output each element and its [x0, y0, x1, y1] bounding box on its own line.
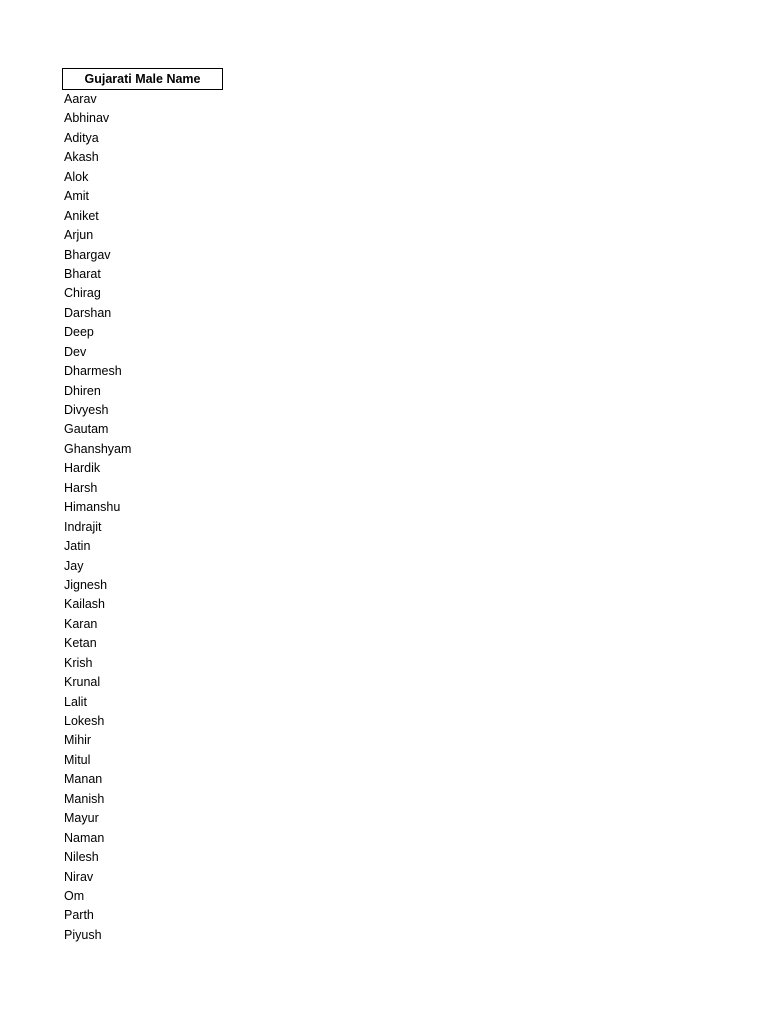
name-row: Krish: [64, 655, 93, 670]
name-row: Jignesh: [64, 577, 108, 592]
name-row: Parth: [64, 908, 94, 923]
name-row: Harsh: [64, 480, 98, 495]
name-row: Manan: [64, 772, 103, 787]
name-row: Nilesh: [64, 850, 99, 865]
name-row: Akash: [64, 150, 99, 165]
name-row: Hardik: [64, 461, 101, 476]
column-header: Gujarati Male Name: [62, 68, 223, 90]
name-row: Darshan: [64, 305, 112, 320]
name-row: Lokesh: [64, 714, 105, 728]
name-row: Mihir: [64, 733, 92, 748]
name-row: Ghanshyam: [64, 441, 132, 456]
name-row: Divyesh: [64, 403, 109, 417]
name-row: Himanshu: [64, 500, 121, 515]
name-row: Krunal: [64, 675, 101, 690]
name-row: Karan: [64, 616, 98, 631]
name-list: [62, 90, 223, 945]
name-row: Mitul: [64, 752, 91, 767]
name-row: Aarav: [64, 92, 97, 106]
name-row: Aditya: [64, 130, 99, 145]
name-row: Amit: [64, 189, 89, 204]
name-row: Naman: [64, 830, 105, 845]
name-row: Jatin: [64, 539, 91, 554]
name-row: Bhargav: [64, 247, 111, 262]
name-row: Dhiren: [64, 383, 101, 398]
name-row: Dev: [64, 344, 87, 359]
name-row: Mayur: [64, 811, 99, 826]
name-row: Arjun: [64, 228, 94, 243]
name-row: Om: [64, 888, 85, 903]
name-row: Alok: [64, 169, 89, 184]
name-row: Piyush: [64, 927, 102, 942]
name-row: Kailash: [64, 597, 105, 612]
name-row: Nirav: [64, 869, 94, 884]
name-row: Jay: [64, 558, 84, 573]
name-row: Manish: [64, 791, 105, 806]
name-row: Lalit: [64, 694, 87, 709]
name-row: Deep: [64, 325, 94, 340]
name-row: Bharat: [64, 266, 101, 281]
name-row: Abhinav: [64, 111, 110, 126]
name-row: Indrajit: [64, 519, 102, 534]
name-row: Dharmesh: [64, 364, 122, 379]
name-row: Ketan: [64, 636, 97, 651]
names-table: [62, 68, 223, 945]
name-row: Aniket: [64, 208, 99, 223]
name-row: Gautam: [64, 422, 109, 437]
name-row: Chirag: [64, 286, 101, 301]
